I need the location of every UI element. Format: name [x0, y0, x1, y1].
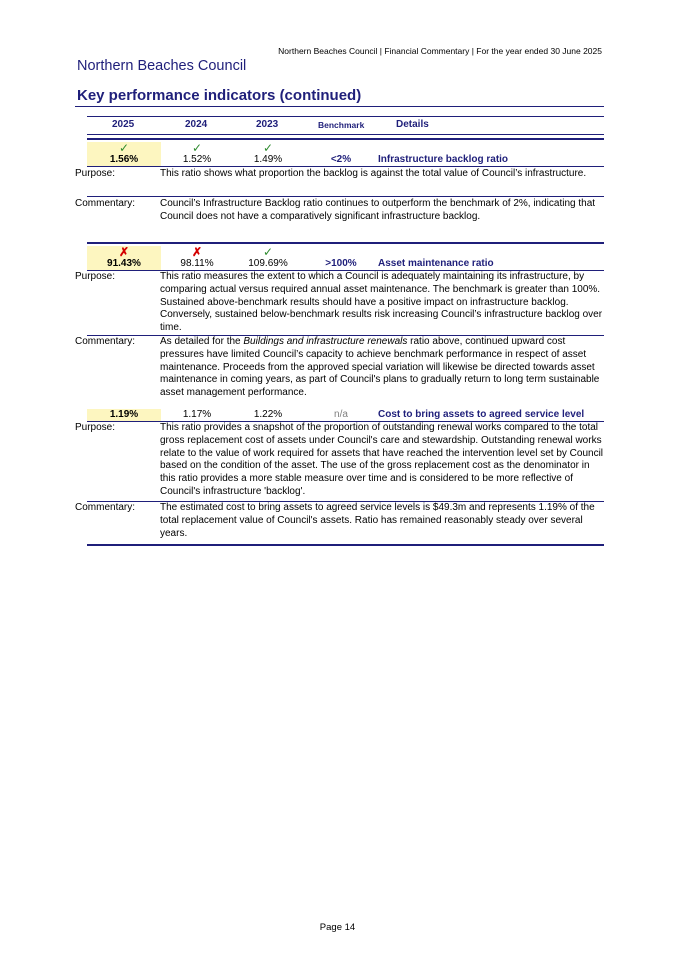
col-benchmark: Benchmark [318, 120, 365, 130]
column-header-row [87, 116, 604, 135]
purpose-text: This ratio measures the extent to which a Council is adequately maintaining its infrastructure, by comparing actual versus required annual asset maintenance. The benchmark is greater than 100%. Sustained above-benchmark results should have a positive impact on infrastructure backlog. Conversely, sustained below-benchmark results risk increasing Council’s infrastructure backlog over time. [160, 271, 603, 334]
value-2025: 1.56% [109, 154, 139, 165]
commentary-text [160, 336, 605, 400]
check-icon: ✓ [118, 141, 130, 155]
value-2023: 1.49% [253, 154, 283, 165]
commentary-rest: ratio above, continued upward cost pressures have limited Council’s capacity to achieve benchmark performance in respect of asset maintenance. Proceeds from the approved special variation will likewise be directed towards asset maintenance in coming years, as part of Council's plans to gradually return to long term sustainable asset management performance. [160, 336, 600, 399]
section-top-rule [87, 138, 604, 140]
indicator-infrastructure-backlog [75, 138, 604, 233]
commentary-text: Council’s Infrastructure Backlog ratio continues to outperform the benchmark of 2%, indicating that Council does not have a comparatively significant infrastructure backlog. [160, 198, 596, 222]
row-rule [87, 166, 604, 167]
indicator-name: Infrastructure backlog ratio [378, 154, 509, 165]
indicator-name: Asset maintenance ratio [378, 258, 494, 269]
commentary-italic: Buildings and infrastructure renewals [243, 336, 408, 347]
col-2024: 2024 [185, 119, 208, 130]
commentary-label: Commentary: [75, 502, 136, 513]
value-2025: 1.19% [109, 409, 139, 420]
indicator-cost-to-bring-assets [75, 408, 604, 548]
value-2023: 109.69% [248, 258, 288, 269]
check-icon: ✓ [262, 245, 274, 259]
value-2024: 1.52% [182, 154, 212, 165]
benchmark-value: n/a [334, 409, 348, 420]
page-title: Key performance indicators (continued) [77, 87, 362, 104]
purpose-text: This ratio shows what proportion the backlog is against the total value of Council’s infrastructure. [160, 168, 587, 179]
commentary-label: Commentary: [75, 336, 136, 347]
purpose-label: Purpose: [75, 271, 116, 282]
commentary-text: The estimated cost to bring assets to agreed service levels is $49.3m and represents 1.19% of the total replacement value of Council's assets. Ratio has remained reasonably steady over several years. [160, 502, 595, 539]
purpose-label: Purpose: [75, 422, 116, 433]
col-2025: 2025 [112, 119, 135, 130]
benchmark-value: <2% [330, 154, 352, 165]
section-bottom-rule [87, 544, 604, 546]
title-divider [75, 106, 604, 107]
value-2024: 98.11% [180, 258, 214, 269]
value-2024: 1.17% [182, 409, 212, 420]
cross-icon: ✗ [191, 245, 203, 259]
col-details: Details [396, 119, 429, 130]
benchmark-value: >100% [325, 258, 357, 269]
indicator-asset-maintenance [75, 242, 604, 402]
value-2025: 91.43% [107, 258, 141, 269]
running-header: Northern Beaches Council | Financial Commentary | For the year ended 30 June 2025 [278, 46, 602, 56]
section-top-rule [87, 242, 604, 244]
purpose-text: This ratio provides a snapshot of the proportion of outstanding renewal works compared to the total gross replacement cost of assets under Council's care and stewardship. Outstanding renewal works relate to the value of work required for assets that have reached the intervention level set by Council based on the condition of the asset. The use of the gross replacement cost as the denominator in this ratio provides a more stable measure over time and is considered to be more reflective of Council's infrastructure 'backlog'. [160, 422, 604, 497]
indicator-name: Cost to bring assets to agreed service level [378, 409, 585, 420]
check-icon: ✓ [262, 141, 274, 155]
value-2023: 1.22% [253, 409, 283, 420]
cross-icon: ✗ [118, 245, 130, 259]
purpose-label: Purpose: [75, 168, 116, 179]
council-name: Northern Beaches Council [77, 58, 247, 74]
col-2023: 2023 [256, 119, 279, 130]
row-rule [87, 196, 604, 197]
check-icon: ✓ [191, 141, 203, 155]
commentary-prefix: As detailed for the [160, 336, 244, 347]
page-number: Page 14 [319, 922, 356, 933]
commentary-label: Commentary: [75, 198, 136, 209]
